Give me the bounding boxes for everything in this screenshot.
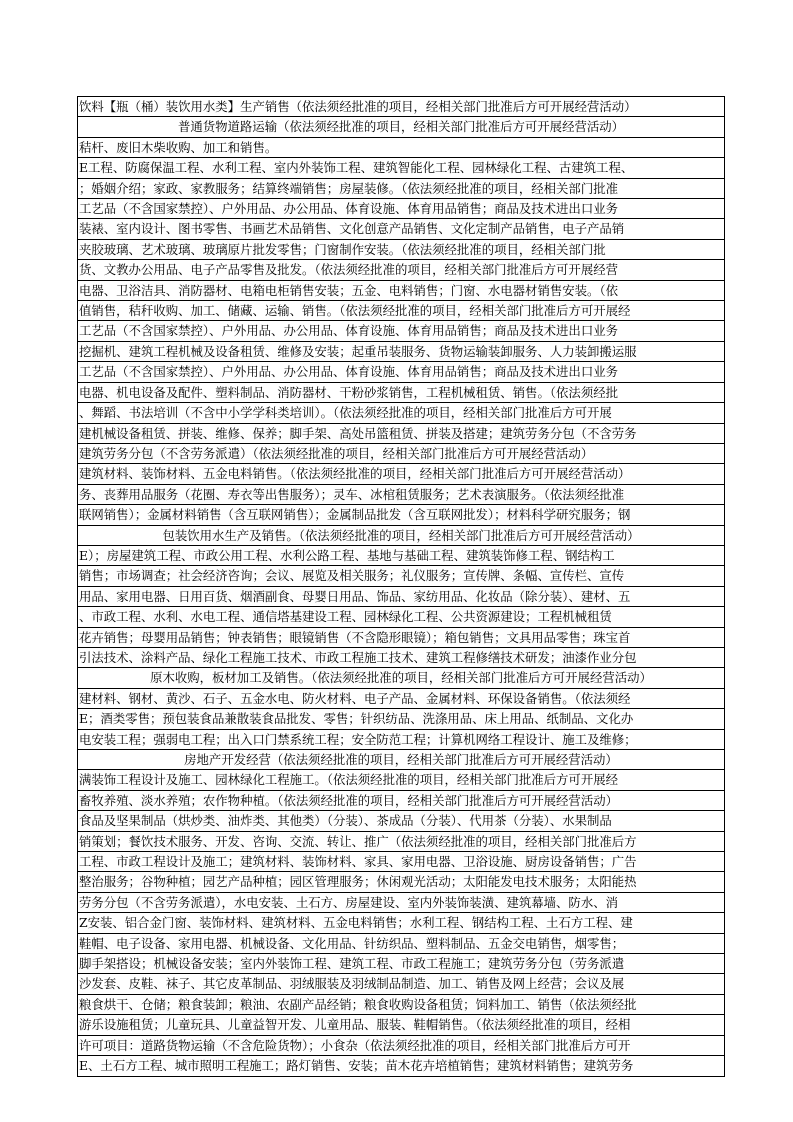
table-row: 鞋帽、电子设备、家用电器、机械设备、文化用品、针纺织品、塑料制品、五金交电销售，烟零售； (78, 934, 724, 954)
table-row: 整治服务；谷物种植；园艺产品种植；园区管理服务；休闲观光活动；太阳能发电技术服务；太阳能热 (78, 872, 724, 892)
business-scope-table (77, 96, 725, 1077)
table-row: 引法技术、涂料产品、绿化工程施工技术、市政工程施工技术、建筑工程修缮技术研发；油漆作业分包 (78, 648, 724, 668)
table-row: 工艺品（不含国家禁控）、户外用品、办公用品、体育设施、体育用品销售；商品及技术进出口业务 (78, 362, 724, 382)
table-row: 饮料【瓶（桶）装饮用水类】生产销售（依法须经批准的项目，经相关部门批准后方可开展经营活动） (78, 97, 724, 117)
table-row: 秸杆、废旧木柴收购、加工和销售。 (78, 138, 724, 158)
table-row: 工程、市政工程设计及施工；建筑材料、装饰材料、家具、家用电器、卫浴设施、厨房设备销售；广告 (78, 852, 724, 872)
table-row: Z安装、铝合金门窗、装饰材料、建筑材料、五金电料销售；水利工程、钢结构工程、土石方工程、建 (78, 913, 724, 933)
table-row: E、土石方工程、城市照明工程施工；路灯销售、安装；苗木花卉培植销售；建筑材料销售；建筑劳务 (78, 1056, 724, 1076)
table-row: 夹胶玻璃、艺术玻璃、玻璃原片批发零售；门窗制作安装。（依法须经批准的项目，经相关部门批 (78, 240, 724, 260)
table-row: 建机械设备租赁、拼装、维修、保养；脚手架、高处吊篮租赁、拼装及搭建；建筑劳务分包（不含劳务 (78, 424, 724, 444)
table-row: 房地产开发经营（依法须经批准的项目，经相关部门批准后方可开展经营活动） (78, 750, 724, 770)
table-row: 装裱、室内设计、图书零售、书画艺术品销售、文化创意产品销售、文化定制产品销售，电子产品销 (78, 219, 724, 239)
table-row: 满装饰工程设计及施工、园林绿化工程施工。（依法须经批准的项目，经相关部门批准后方可开展经 (78, 770, 724, 790)
table-row: 沙发套、皮鞋、袜子、其它皮革制品、羽绒服装及羽绒制品制造、加工、销售及网上经营；会议及展 (78, 974, 724, 994)
table-row: 建筑劳务分包（不含劳务派遣）（依法须经批准的项目，经相关部门批准后方可开展经营活动） (78, 444, 724, 464)
table-row: 建材料、钢材、黄沙、石子、五金水电、防火材料、电子产品、金属材料、环保设备销售。（依法须经 (78, 689, 724, 709)
table-row: 值销售，秸秆收购、加工、储藏、运输、销售。（依法须经批准的项目，经相关部门批准后方可开展经 (78, 301, 724, 321)
table-row: 工艺品（不含国家禁控）、户外用品、办公用品、体育设施、体育用品销售；商品及技术进出口业务 (78, 199, 724, 219)
table-row: 花卉销售；母婴用品销售；钟表销售；眼镜销售（不含隐形眼镜）；箱包销售；文具用品零售；珠宝首 (78, 628, 724, 648)
table-row: 销策划；餐饮技术服务、开发、咨询、交流、转让、推广（依法须经批准的项目，经相关部门批准后方 (78, 832, 724, 852)
table-row: 原木收购，板材加工及销售。（依法须经批准的项目，经相关部门批准后方可开展经营活动） (78, 668, 724, 688)
table-row: ；婚姻介绍；家政、家教服务；结算终端销售；房屋装修。（依法须经批准的项目，经相关部门批准 (78, 179, 724, 199)
table-row: E工程、防腐保温工程、水利工程、室内外装饰工程、建筑智能化工程、园林绿化工程、古建筑工程、 (78, 158, 724, 178)
table-row: 畜牧养殖、淡水养殖；农作物种植。（依法须经批准的项目，经相关部门批准后方可开展经营活动） (78, 791, 724, 811)
table-row: 劳务分包（不含劳务派遣），水电安装、土石方、房屋建设、室内外装饰装潢、建筑幕墙、防水、消 (78, 893, 724, 913)
table-row: 用品、家用电器、日用百货、烟酒副食、母婴日用品、饰品、家纺用品、化妆品（除分装）、建材、五 (78, 587, 724, 607)
table-row: 联网销售）；金属材料销售（含互联网销售）；金属制品批发（含互联网批发）；材料科学研究服务；钢 (78, 505, 724, 525)
table-row: 、舞蹈、书法培训（不含中小学学科类培训）。（依法须经批准的项目，经相关部门批准后方可开展 (78, 403, 724, 423)
table-row: 电器、机电设备及配件、塑料制品、消防器材、干粉砂浆销售，工程机械租赁、销售。（依法须经批 (78, 383, 724, 403)
table-row: 食品及坚果制品（烘炒类、油炸类、其他类）（分装）、茶成品（分装）、代用茶（分装）、水果制品 (78, 811, 724, 831)
table-row: 、市政工程、水利、水电工程、通信塔基建设工程、园林绿化工程、公共资源建设；工程机械租赁 (78, 607, 724, 627)
table-row: 普通货物道路运输（依法须经批准的项目，经相关部门批准后方可开展经营活动） (78, 117, 724, 137)
table-row: 销售；市场调查；社会经济咨询；会议、展览及相关服务；礼仪服务；宣传牌、条幅、宣传栏、宣传 (78, 566, 724, 586)
table-row: 电器、卫浴洁具、消防器材、电箱电柜销售安装；五金、电料销售；门窗、水电器材销售安装。（依 (78, 281, 724, 301)
table-row: 包装饮用水生产及销售。（依法须经批准的项目，经相关部门批准后方可开展经营活动） (78, 526, 724, 546)
table-row: 工艺品（不含国家禁控）、户外用品、办公用品、体育设施、体育用品销售；商品及技术进出口业务 (78, 321, 724, 341)
table-row: 脚手架搭设；机械设备安装；室内外装饰工程、建筑工程、市政工程施工；建筑劳务分包（劳务派遣 (78, 954, 724, 974)
table-row: 粮食烘干、仓储；粮食装卸；粮油、农副产品经销；粮食收购设备租赁；饲料加工、销售（依法须经批 (78, 995, 724, 1015)
table-row: E；酒类零售；预包装食品兼散装食品批发、零售；针织纺品、洗涤用品、床上用品、纸制品、文化办 (78, 709, 724, 729)
table-row: 建筑材料、装饰材料、五金电料销售。（依法须经批准的项目，经相关部门批准后方可开展经营活动） (78, 464, 724, 484)
table-row: 电安装工程；强弱电工程；出入口门禁系统工程；安全防范工程；计算机网络工程设计、施工及维修； (78, 730, 724, 750)
table-row: 游乐设施租赁；儿童玩具、儿童益智开发、儿童用品、服装、鞋帽销售。（依法须经批准的项目，经相 (78, 1015, 724, 1035)
table-row: E）；房屋建筑工程、市政公用工程、水利公路工程、基地与基础工程、建筑装饰修工程、钢结构工 (78, 546, 724, 566)
table-row: 务、丧葬用品服务（花圈、寿衣等出售服务）；灵车、冰棺租赁服务；艺术表演服务。（依法须经批准 (78, 485, 724, 505)
table-row: 许可项目：道路货物运输（不含危险货物）；小食杂（依法须经批准的项目，经相关部门批准后方可开 (78, 1036, 724, 1056)
table-row: 货、文教办公用品、电子产品零售及批发。（依法须经批准的项目，经相关部门批准后方可开展经营 (78, 260, 724, 280)
table-row: 挖掘机、建筑工程机械及设备租赁、维修及安装；起重吊装服务、货物运输装卸服务、人力装卸搬运服 (78, 342, 724, 362)
